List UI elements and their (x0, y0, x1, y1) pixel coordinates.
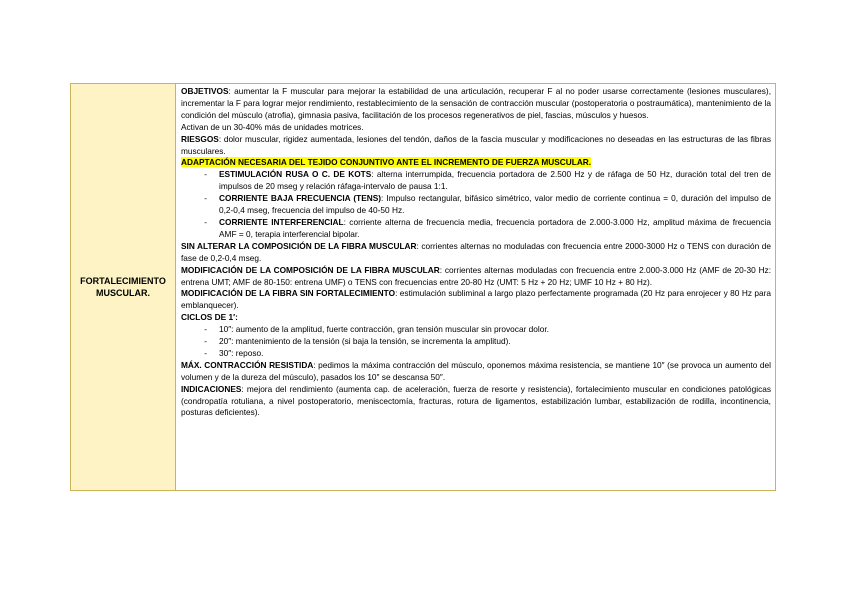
list-item-body: : corriente alterna de frecuencia media, frecuencia portadora de 2.000-3.000 Hz, amplitud máxima de frecuencia AMF = 0, terapia interferencial bipolar. (219, 216, 771, 239)
table-row (71, 84, 776, 491)
sin-alterar-paragraph (181, 241, 771, 265)
list-item (181, 193, 771, 217)
list-dash: - (204, 193, 207, 204)
modificacion-label: MODIFICACIÓN DE LA COMPOSICIÓN DE LA FIBRA MUSCULAR (181, 264, 440, 275)
objetivos-label: OBJETIVOS (181, 86, 229, 96)
max-contraccion-paragraph (181, 360, 771, 384)
indicaciones-paragraph (181, 384, 771, 420)
row-content-cell (176, 84, 776, 491)
riesgos-label: RIESGOS (181, 133, 219, 144)
ciclos-paragraph (181, 312, 771, 324)
modificacion-paragraph (181, 265, 771, 289)
list-item-text (219, 169, 771, 193)
list-dash: - (204, 347, 207, 358)
modificacion-text: : corrientes alternas moduladas con frecuencia entre 2.000-3.000 Hz (AMF de 20-30 Hz: entrena UMT; AMF de 80-150: entrena UMF) o TENS con frecuencias entre 20-80 Hz (UMT: 5 Hz + 20 Hz; UMF 10 Hz + 80 Hz). (181, 264, 772, 287)
list-item-text (219, 217, 771, 241)
indicaciones-text: : mejora del rendimiento (aumenta cap. de aceleración, fuerza de resorte y resistencia), fortalecimiento muscular en condiciones patológicas (condropatía rotuliana, a nivel postoperatorio, meniscectomía, fracturas, rotura de ligamentos, estabilización lumbar, estabilización de rodilla, incontinencia, posturas deficientes). (181, 383, 771, 418)
list-item-time: 30″ (219, 347, 232, 358)
list-item-time: 10″ (219, 324, 232, 335)
list-item-text (219, 336, 771, 348)
list-dash: - (204, 336, 207, 347)
ciclos-label: CICLOS DE 1′: (181, 312, 238, 323)
max-contraccion-text: : pedimos la máxima contracción del músculo, oponemos máxima resistencia, se mantiene 10″ (se provoca un aumento del volumen y de la dureza del músculo), pasados los 10″ se descansa 50″. (181, 359, 771, 382)
list-dash: - (204, 169, 207, 180)
modificacion-sin-text: : estimulación subliminal a largo plazo perfectamente programada (20 Hz para enrojecer y 80 Hz para emblanquecer). (181, 288, 772, 311)
list-item-text (219, 324, 771, 336)
list-item (181, 348, 771, 360)
row-label-line1: FORTALECIMIENTO (80, 276, 166, 286)
list-item-text (219, 348, 771, 360)
list-item-text (219, 193, 771, 217)
list-item (181, 169, 771, 193)
sin-alterar-text: : corrientes alternas no moduladas con frecuencia entre 2000-3000 Hz o TENS con duración de fase de 0,2-0,4 mseg. (181, 240, 771, 263)
row-label-line2: MUSCULAR. (96, 288, 150, 298)
sin-alterar-label: SIN ALTERAR LA COMPOSICIÓN DE LA FIBRA MUSCULAR (181, 240, 417, 251)
list-dash: - (204, 216, 207, 227)
objetivos-paragraph (181, 86, 771, 122)
adaptacion-heading: ADAPTACIÓN NECESARIA DEL TEJIDO CONJUNTIVO ANTE EL INCREMENTO DE FUERZA MUSCULAR. (181, 157, 592, 168)
max-contraccion-label: MÁX. CONTRACCIÓN RESISTIDA (181, 359, 314, 370)
list-item-title: CORRIENTE BAJA FRECUENCIA (TENS) (219, 193, 382, 204)
list-item (181, 217, 771, 241)
list-item-title: ESTIMULACIÓN RUSA O C. DE KOTS (219, 169, 372, 180)
list-item-body: : Impulso rectangular, bifásico simétrico, valor medio de corriente continua = 0, duración del impulso de 0,2-0,4 mseg, frecuencia del impulso de 40-50 Hz. (219, 193, 772, 216)
list-item-body: : alterna interrumpida, frecuencia portadora de 2.500 Hz y de ráfaga de 50 Hz, duración total del tren de impulsos de 20 mseg y relación ráfaga-intervalo de pausa 1:1. (219, 169, 771, 192)
row-label-cell (71, 84, 176, 491)
indicaciones-label: INDICACIONES (181, 383, 242, 394)
modificacion-sin-paragraph (181, 288, 771, 312)
list-item-time: 20″ (219, 336, 232, 347)
modificacion-sin-label: MODIFICACIÓN DE LA FIBRA SIN FORTALECIMIENTO (181, 288, 396, 299)
list-item-body: : aumento de la amplitud, fuerte contracción, gran tensión muscular sin provocar dolor. (231, 324, 549, 335)
list-item (181, 336, 771, 348)
adaptacion-heading-paragraph (181, 157, 771, 169)
list-item-body: : mantenimiento de la tensión (si baja la tensión, se incrementa la amplitud). (231, 336, 511, 347)
activan-paragraph: Activan de un 30-40% más de unidades motrices. (181, 121, 364, 132)
list-item-body: : reposo. (231, 347, 264, 358)
list-item (181, 324, 771, 336)
list-dash: - (204, 324, 207, 335)
list-item-title: CORRIENTE INTERFERENCIAL (219, 216, 344, 227)
document-table (70, 83, 776, 491)
riesgos-paragraph (181, 134, 771, 158)
riesgos-text: : dolor muscular, rigidez aumentada, lesiones del tendón, daños de la fascia muscular y modificaciones no deseadas en las estructuras de las fibras musculares. (181, 133, 771, 156)
objetivos-text: : aumentar la F muscular para mejorar la estabilidad de una articulación, recuperar F al no poder usarse correctamente (lesiones musculares), incrementar la F para lograr mejor rendimiento, restablecimiento de la sensación de contracción muscular (postoperatoria o postraumática), mantenimiento de la condición del músculo (atrofia), gimnasia pasiva, facilitación de los procesos regenerativos de piel, fascias, músculos y huesos. (181, 86, 771, 120)
